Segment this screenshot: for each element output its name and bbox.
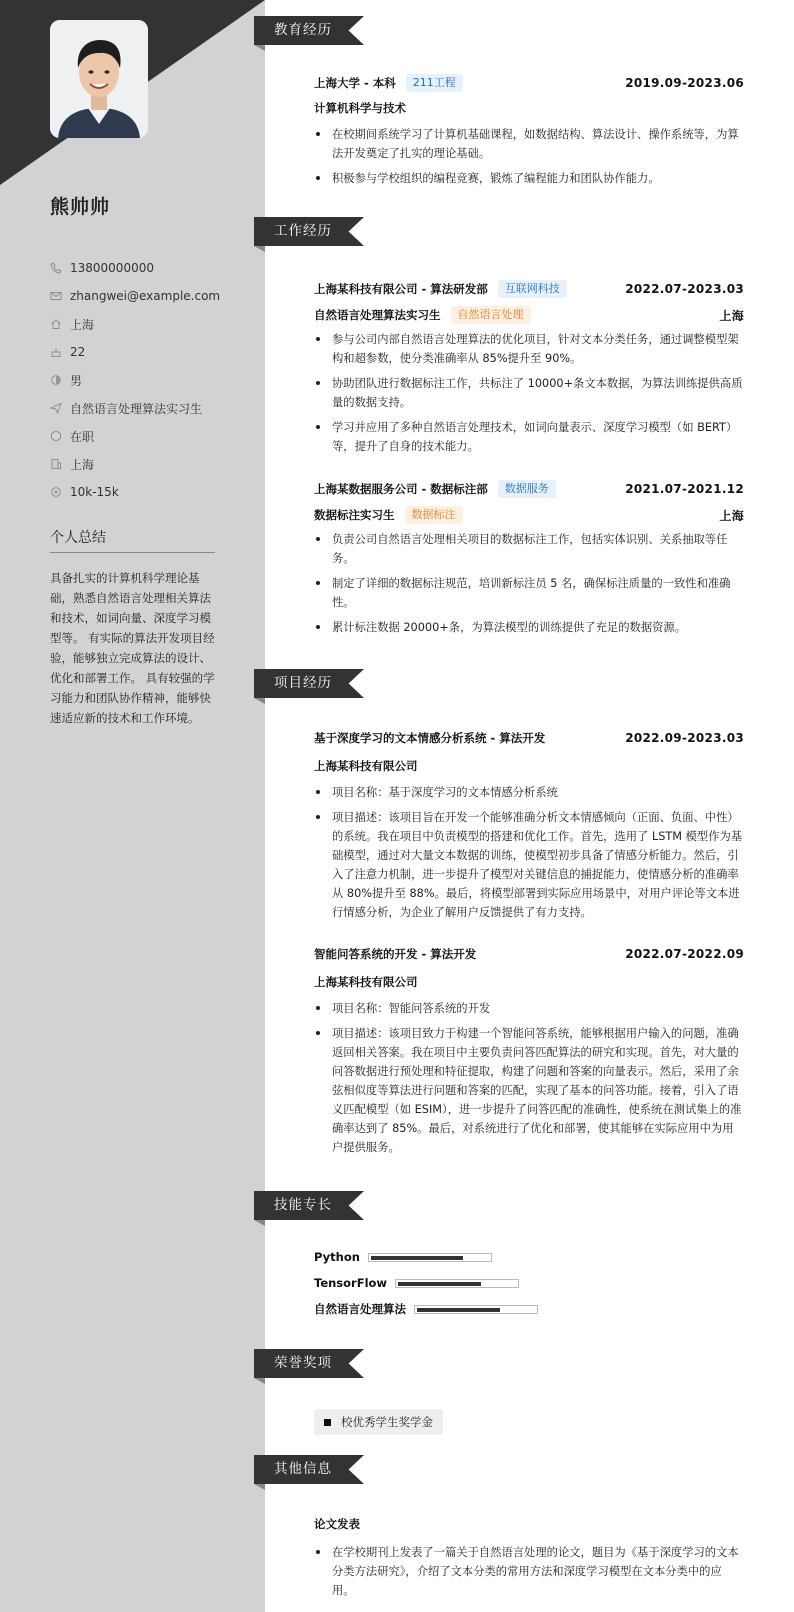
contact-text: zhangwei@example.com — [70, 289, 221, 303]
honors-list — [314, 1409, 744, 1435]
contact-text: 在职 — [70, 429, 95, 444]
list-item: 积极参与学校组织的编程竞赛，锻炼了编程能力和团队协作能力。 — [314, 169, 744, 188]
list-item: 项目描述：该项目旨在开发一个能够准确分析文本情感倾向（正面、负面、中性）的系统。我在项目中负责模型的搭建和优化工作。首先，选用了 LSTM 模型作为基础模型，通过对大量文本数据的训练，使模型初步具备了情感分析能力。然后，引入了注意力机制，进一步提升了模型对关键信息的捕捉能力，使情感分析的准确率从 80%提升至 88%。最后，将模型部署到实际应用场景中，对用户评论等文本进行情感分析，为企业了解用户反馈提供了有力支持。 — [314, 808, 744, 922]
project-date: 2022.09-2023.03 — [625, 731, 744, 745]
section-header-other — [254, 1455, 364, 1484]
skill-name: 自然语言处理算法 — [314, 1302, 406, 1316]
list-item: 在学校期刊上发表了一篇关于自然语言处理的论文，题目为《基于深度学习的文本分类方法研究》，介绍了文本分类的常用方法和深度学习模型在文本分类中的应用。 — [314, 1543, 744, 1600]
main-content — [265, 0, 794, 1612]
skill-name: Python — [314, 1250, 360, 1264]
home-icon — [50, 318, 62, 330]
contact-target-city — [50, 450, 250, 478]
gender-icon — [50, 374, 62, 386]
list-item: 项目名称：智能问答系统的开发 — [314, 999, 744, 1018]
contact-text: 13800000000 — [70, 261, 154, 275]
skills-list — [314, 1244, 744, 1322]
contact-salary — [50, 478, 250, 506]
other-title: 论文发表 — [314, 1517, 360, 1531]
contact-target-position — [50, 394, 250, 422]
skill-level-bar — [414, 1305, 538, 1314]
list-item: 项目名称：基于深度学习的文本情感分析系统 — [314, 783, 744, 802]
industry-tag: 数据服务 — [498, 480, 556, 498]
project-company: 上海某科技有限公司 — [314, 975, 418, 989]
list-item: 累计标注数据 20000+条，为算法模型的训练提供了充足的数据资源。 — [314, 618, 744, 637]
education-entry — [314, 72, 744, 194]
send-icon — [50, 402, 62, 414]
square-bullet-icon — [324, 1419, 331, 1426]
skill-item — [314, 1296, 744, 1322]
company-name: 上海某科技有限公司 - 算法研发部 — [314, 282, 488, 296]
other-bullets — [314, 1543, 744, 1600]
education-bullets — [314, 125, 744, 188]
skill-item — [314, 1244, 744, 1270]
skill-level-fill — [371, 1256, 463, 1260]
school-tag: 211工程 — [406, 74, 463, 92]
company-name: 上海某数据服务公司 - 数据标注部 — [314, 482, 488, 496]
hexagon-icon — [50, 430, 62, 442]
summary-divider — [50, 552, 215, 553]
project-company: 上海某科技有限公司 — [314, 759, 418, 773]
project-date: 2022.07-2022.09 — [625, 947, 744, 961]
avatar-portrait — [50, 20, 148, 138]
contact-hometown — [50, 310, 250, 338]
avatar — [50, 20, 148, 138]
section-header-education — [254, 16, 364, 45]
project-title: 智能问答系统的开发 - 算法开发 — [314, 947, 477, 961]
skill-name: TensorFlow — [314, 1276, 388, 1290]
project-entry — [314, 943, 744, 1163]
contact-phone — [50, 254, 250, 282]
project-bullets — [314, 999, 744, 1157]
cake-icon — [50, 346, 62, 358]
skill-level-fill — [417, 1308, 500, 1312]
work-bullets — [314, 530, 744, 637]
list-item: 负责公司自然语言处理相关项目的数据标注工作，包括实体识别、关系抽取等任务。 — [314, 530, 744, 568]
role-name: 数据标注实习生 — [314, 508, 395, 522]
contact-text: 上海 — [70, 457, 95, 472]
work-bullets — [314, 330, 744, 456]
work-city: 上海 — [719, 508, 744, 523]
contact-age — [50, 338, 250, 366]
section-title: 工作经历 — [274, 223, 332, 239]
list-item: 协助团队进行数据标注工作，共标注了 10000+条文本数据，为算法训练提供高质量的数据支持。 — [314, 374, 744, 412]
skill-item — [314, 1270, 744, 1296]
work-city: 上海 — [719, 308, 744, 323]
skill-level-bar — [368, 1253, 492, 1262]
section-title: 教育经历 — [274, 22, 332, 38]
work-entry — [314, 478, 744, 643]
section-header-honors — [254, 1349, 364, 1378]
project-entry — [314, 727, 744, 928]
award-badge — [314, 1409, 443, 1435]
role-tag: 自然语言处理 — [451, 306, 531, 324]
school-name: 上海大学 - 本科 — [314, 76, 396, 90]
section-title: 项目经历 — [274, 675, 332, 691]
skill-level-bar — [395, 1279, 519, 1288]
section-title: 荣誉奖项 — [274, 1355, 332, 1371]
summary-text: 具备扎实的计算机科学理论基础，熟悉自然语言处理相关算法和技术，如词向量、深度学习模型等。 有实际的算法开发项目经验，能够独立完成算法的设计、优化和部署工作。 具有较强的学习能力和团队协作精神，能够快速适应新的技术和工作环境。 — [50, 571, 215, 725]
sidebar — [0, 0, 265, 1612]
education-date: 2019.09-2023.06 — [625, 76, 744, 90]
summary-title: 个人总结 — [50, 530, 106, 546]
section-title: 其他信息 — [274, 1461, 332, 1477]
contact-email — [50, 282, 250, 310]
project-title: 基于深度学习的文本情感分析系统 - 算法开发 — [314, 731, 546, 745]
list-item: 参与公司内部自然语言处理算法的优化项目，针对文本分类任务，通过调整模型架构和超参数，使分类准确率从 85%提升至 90%。 — [314, 330, 744, 368]
section-header-skills — [254, 1191, 364, 1220]
contact-text: 上海 — [70, 317, 95, 332]
contact-gender — [50, 366, 250, 394]
contact-text: 10k-15k — [70, 485, 119, 499]
major: 计算机科学与技术 — [314, 101, 406, 115]
contact-list — [50, 254, 250, 506]
section-header-work — [254, 217, 364, 246]
contact-text: 男 — [70, 373, 83, 388]
other-entry — [314, 1513, 744, 1606]
contact-text: 自然语言处理算法实习生 — [70, 401, 203, 416]
coin-icon — [50, 486, 62, 498]
role-tag: 数据标注 — [405, 506, 463, 524]
section-title: 技能专长 — [274, 1197, 332, 1213]
building-icon — [50, 458, 62, 470]
section-header-projects — [254, 669, 364, 698]
industry-tag: 互联网科技 — [498, 280, 567, 298]
work-date: 2022.07-2023.03 — [625, 282, 744, 296]
skill-level-fill — [398, 1282, 481, 1286]
work-entry — [314, 278, 744, 462]
award-name: 校优秀学生奖学金 — [341, 1415, 433, 1429]
list-item: 项目描述：该项目致力于构建一个智能问答系统，能够根据用户输入的问题，准确返回相关答案。我在项目中主要负责问答匹配算法的研究和实现。首先，对大量的问答数据进行预处理和特征提取，构建了问题和答案的向量表示。然后，采用了余弦相似度等算法进行问题和答案的匹配，实现了基本的问答功能。接着，引入了语义匹配模型（如 ESIM），进一步提升了问答匹配的准确性，使系统在测试集上的准确率达到了 85%。最后，对系统进行了优化和部署，使其能够在实际应用中为用户提供服务。 — [314, 1024, 744, 1157]
project-bullets — [314, 783, 744, 922]
mail-icon — [50, 290, 62, 302]
contact-status — [50, 422, 250, 450]
work-date: 2021.07-2021.12 — [625, 482, 744, 496]
list-item: 在校期间系统学习了计算机基础课程，如数据结构、算法设计、操作系统等，为算法开发奠定了扎实的理论基础。 — [314, 125, 744, 163]
list-item: 制定了详细的数据标注规范，培训新标注员 5 名，确保标注质量的一致性和准确性。 — [314, 574, 744, 612]
profile-name: 熊帅帅 — [50, 196, 111, 218]
contact-text: 22 — [70, 345, 86, 359]
phone-icon — [50, 262, 62, 274]
role-name: 自然语言处理算法实习生 — [314, 308, 441, 322]
list-item: 学习并应用了多种自然语言处理技术，如词向量表示、深度学习模型（如 BERT）等，提升了自身的技术能力。 — [314, 418, 744, 456]
